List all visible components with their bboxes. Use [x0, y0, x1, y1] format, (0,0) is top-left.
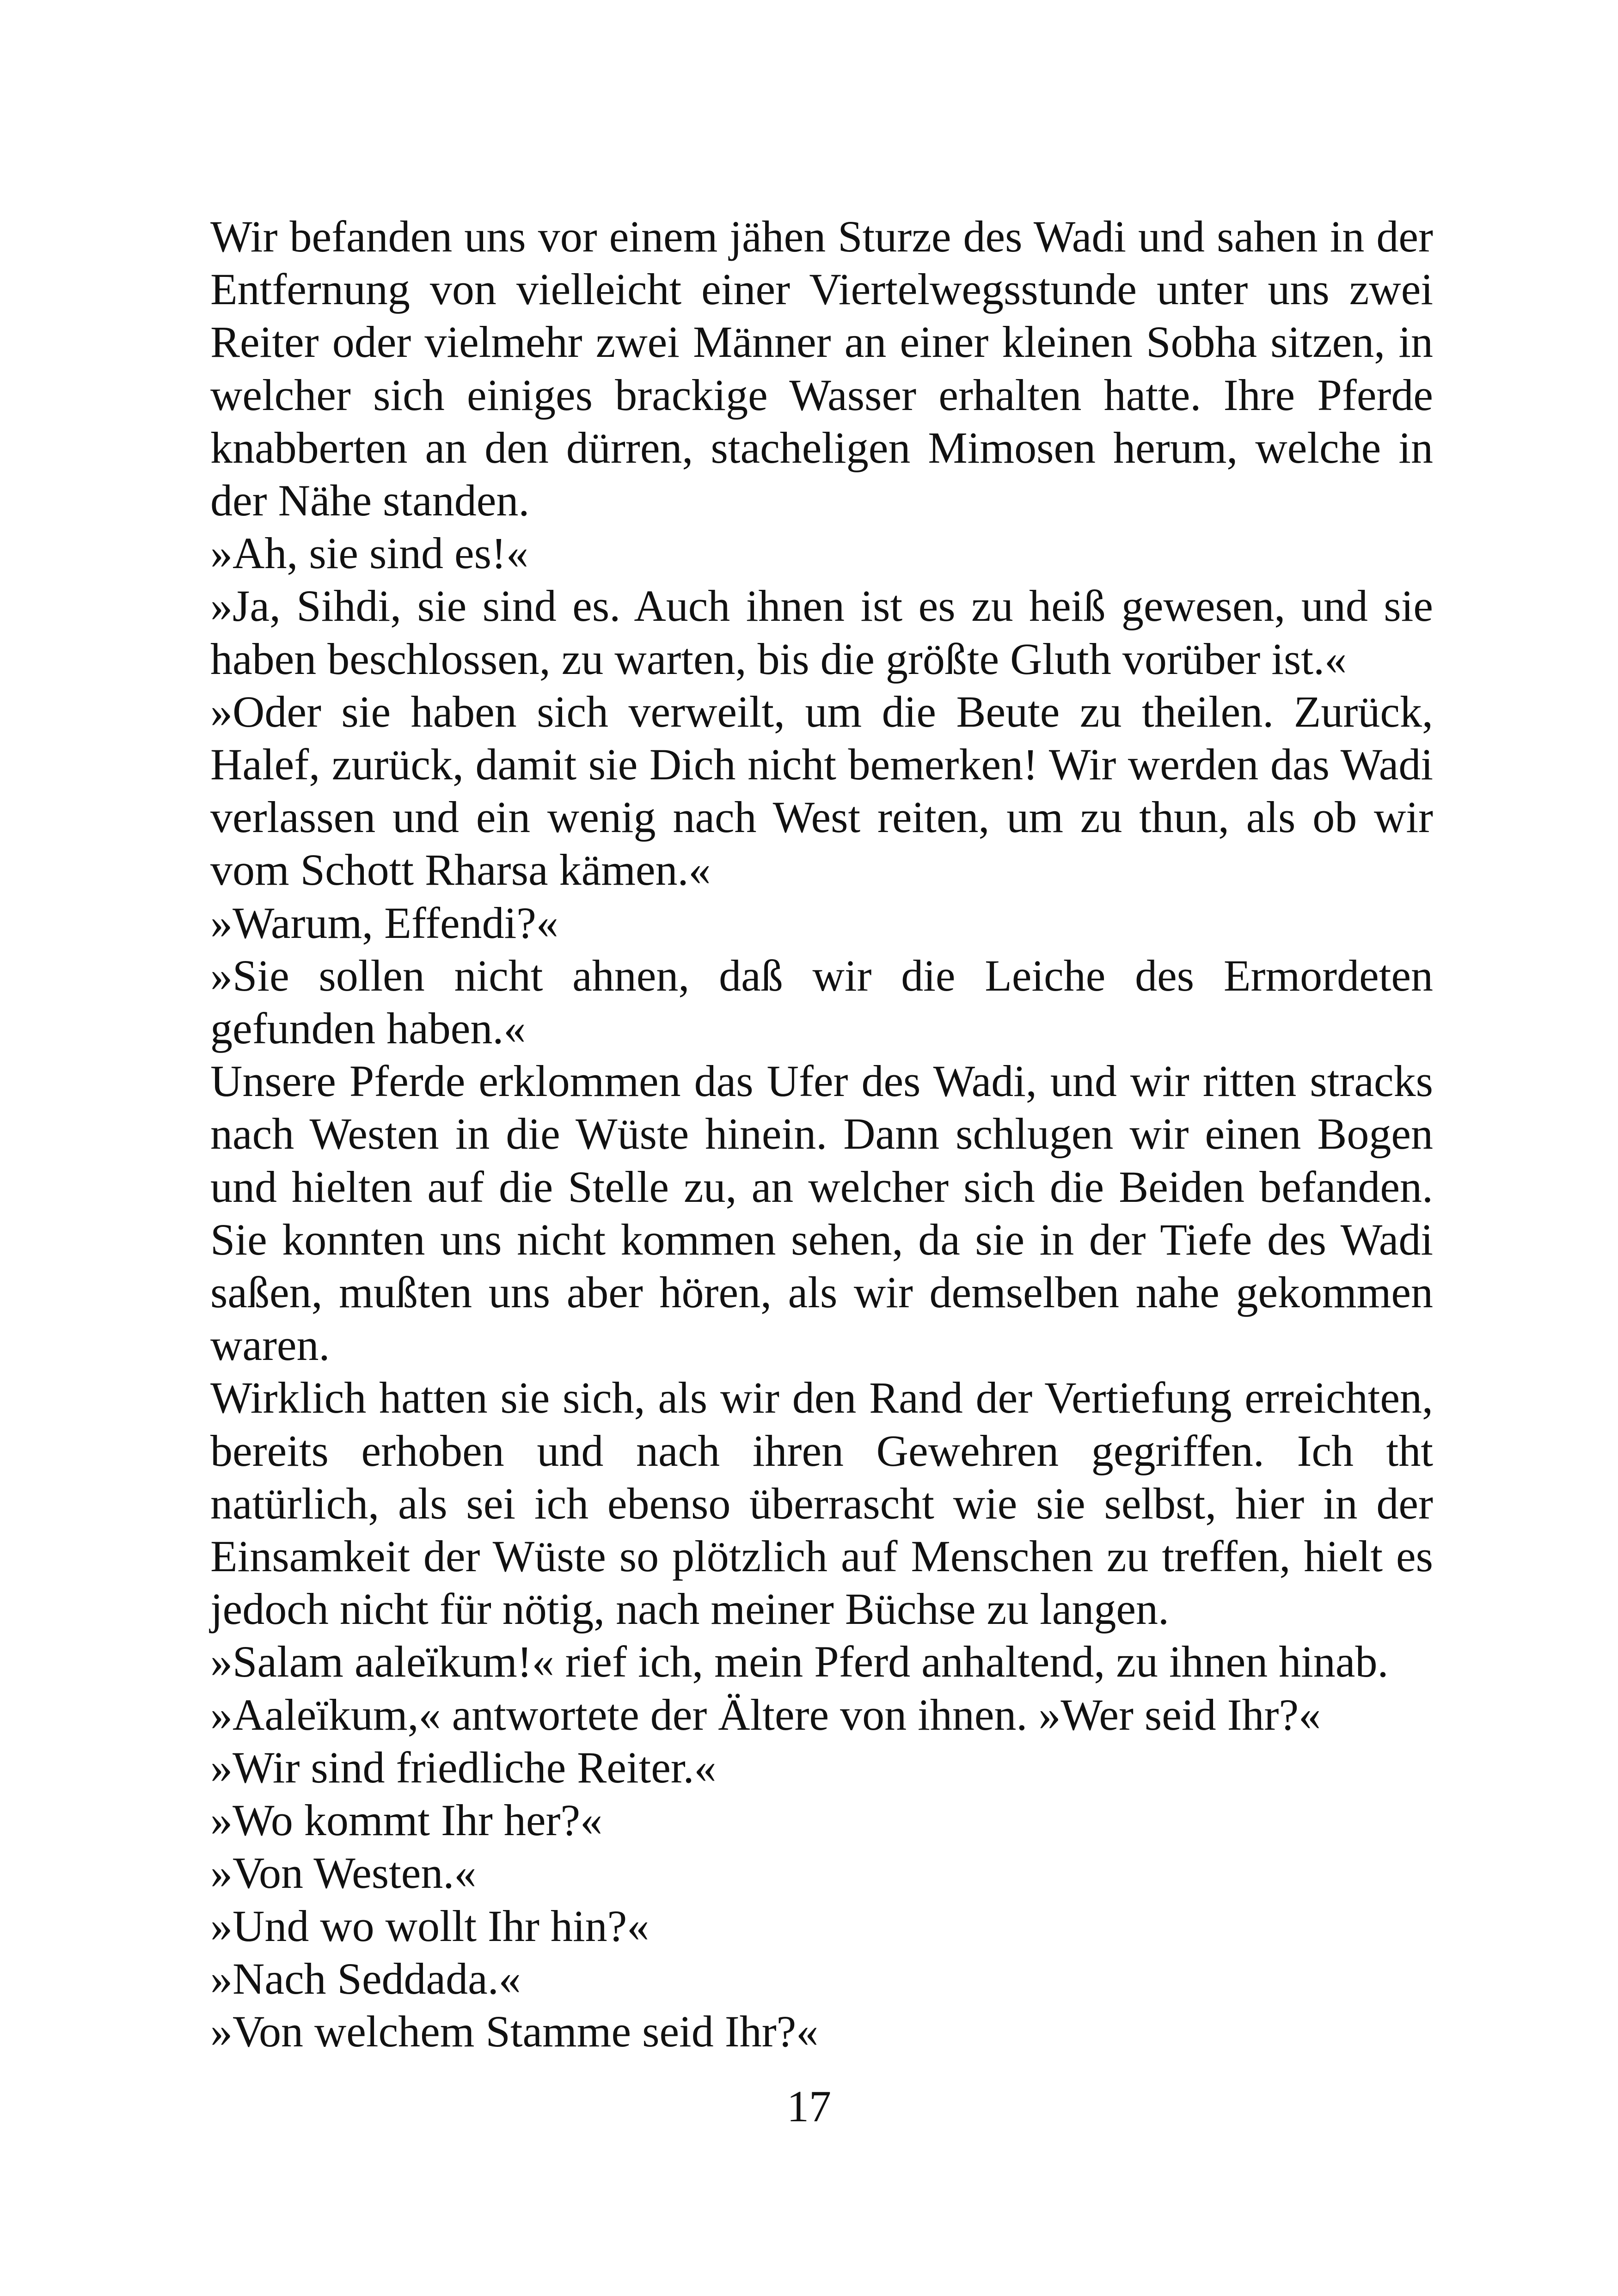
paragraph-dialogue-3: »Oder sie haben sich verweilt, um die Beute zu theilen. Zurück, Halef, zurück, damit sie Dich nicht bemerken! Wir werden das Wadi verlassen und ein wenig nach West reiten, um zu thun, als ob wir vom Schott Rharsa kämen.«: [210, 686, 1433, 895]
paragraph-dialogue-13: »Von welchem Stamme seid Ihr?«: [210, 2006, 819, 2056]
paragraph-dialogue-6: »Salam aaleïkum!« rief ich, mein Pferd anhaltend, zu ihnen hinab.: [210, 1637, 1389, 1687]
paragraph-dialogue-4: »Warum, Effendi?«: [210, 898, 558, 948]
page-number: 17: [787, 2082, 831, 2131]
paragraph-dialogue-5: »Sie sollen nicht ahnen, daß wir die Leiche des Ermordeten gefunden haben.«: [210, 950, 1433, 1053]
paragraph-dialogue-12: »Nach Seddada.«: [210, 1953, 521, 2003]
paragraph-narration-1: Wir befanden uns vor einem jähen Sturze des Wadi und sahen in der Entfernung von vielleicht einer Viertelwegsstunde unter uns zwei Reiter oder vielmehr zwei Männer an einer kleinen Sobha sitzen, in welcher sich einiges brackige Wasser erhalten hatte. Ihre Pferde knabberten an den dürren, stacheligen Mimosen herum, welche in der Nähe standen.: [210, 212, 1433, 526]
paragraph-dialogue-11: »Und wo wollt Ihr hin?«: [210, 1901, 650, 1951]
paragraph-dialogue-1: »Ah, sie sind es!«: [210, 528, 528, 578]
paragraph-narration-3: Wirklich hatten sie sich, als wir den Rand der Vertiefung erreichten, bereits erhoben und nach ihren Gewehren gegriffen. Ich tht natürlich, als sei ich ebenso überrascht wie sie selbst, hier in der Einsamkeit der Wüste so plötzlich auf Menschen zu treffen, hielt es jedoch nicht für nötig, nach meiner Büchse zu langen.: [210, 1373, 1433, 1634]
paragraph-dialogue-10: »Von Westen.«: [210, 1848, 477, 1898]
body-text: [210, 210, 1433, 2058]
paragraph-dialogue-8: »Wir sind friedliche Reiter.«: [210, 1742, 717, 1792]
paragraph-narration-2: Unsere Pferde erklommen das Ufer des Wadi, und wir ritten stracks nach Westen in die Wüste hinein. Dann schlugen wir einen Bogen und hielten auf die Stelle zu, an welcher sich die Beiden befanden. Sie konnten uns nicht kommen sehen, da sie in der Tiefe des Wadi saßen, mußten uns aber hören, als wir demselben nahe gekommen waren.: [210, 1056, 1433, 1370]
paragraph-dialogue-9: »Wo kommt Ihr her?«: [210, 1795, 603, 1845]
paragraph-dialogue-7: »Aaleïkum,« antwortete der Ältere von ihnen. »Wer seid Ihr?«: [210, 1690, 1321, 1739]
paragraph-dialogue-2: »Ja, Sihdi, sie sind es. Auch ihnen ist es zu heiß gewesen, und sie haben beschlossen, zu warten, bis die größte Gluth vorüber ist.«: [210, 581, 1433, 684]
